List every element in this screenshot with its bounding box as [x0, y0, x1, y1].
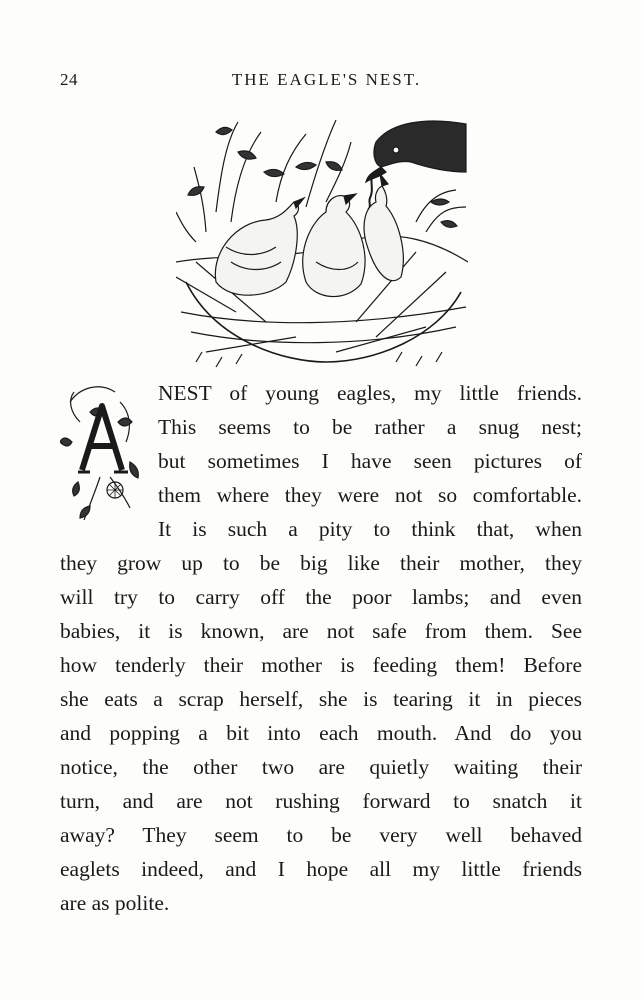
text-line: notice, the other two are quietly waiting their	[60, 755, 582, 779]
text-line: babies, it is known, are not safe from them. See	[60, 619, 582, 643]
ornamental-drop-cap-a	[60, 382, 148, 522]
text-line: NEST of young eagles, my little friends.	[158, 381, 582, 405]
text-line: This seems to be rather a snug nest;	[158, 415, 582, 439]
text-line: them where they were not so comfortable.	[158, 483, 582, 507]
text-line: they grow up to be big like their mother, they	[60, 551, 582, 575]
text-line: she eats a scrap herself, she is tearing it in pieces	[60, 687, 582, 711]
text-line: but sometimes I have seen pictures of	[158, 449, 582, 473]
text-line: eaglets indeed, and I hope all my little friends	[60, 857, 582, 881]
text-line: how tenderly their mother is feeding them! Before	[60, 653, 582, 677]
eagle-nest-illustration	[176, 112, 468, 372]
text-line: will try to carry off the poor lambs; and even	[60, 585, 582, 609]
text-line: are as polite.	[60, 891, 170, 915]
text-line: and popping a bit into each mouth. And do you	[60, 721, 582, 745]
running-title: THE EAGLE'S NEST.	[231, 70, 422, 89]
text-line: away? They seem to be very well behaved	[60, 823, 582, 847]
page-number: 24	[60, 70, 78, 89]
text-line: It is such a pity to think that, when	[158, 517, 582, 541]
article-body	[60, 376, 582, 920]
text-line: turn, and are not rushing forward to snatch it	[60, 789, 582, 813]
